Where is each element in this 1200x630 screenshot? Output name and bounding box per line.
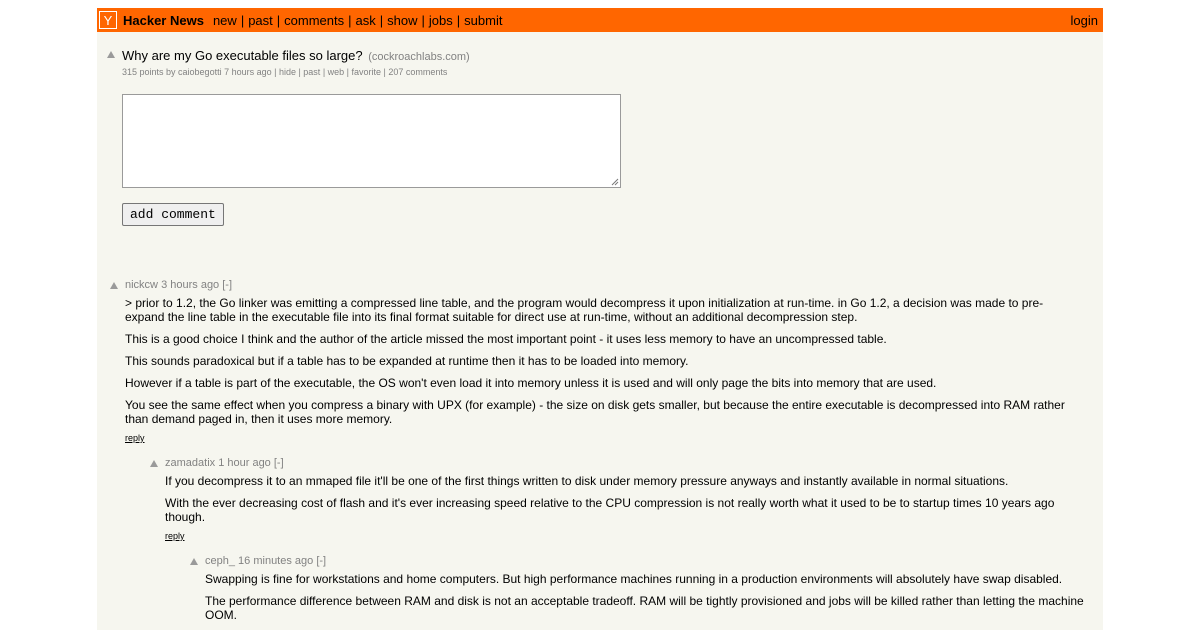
nav-new[interactable]: new [212,12,237,28]
nav-ask[interactable]: ask [355,12,376,28]
comment-body [165,474,1080,532]
add-comment-button[interactable]: add comment [122,203,224,226]
upvote-arrow-icon[interactable] [190,558,198,565]
comment-paragraph: You see the same effect when you compress a binary with UPX (for example) - the size on disk gets smaller, but because the entire executable is decompressed into RAM rather than demand paged in, then it uses more memory. [125,398,1065,426]
nav-past[interactable]: past [248,12,273,28]
main-nav [213,13,503,28]
nav-separator: | [456,12,461,28]
collapse-toggle[interactable]: [-] [222,279,233,291]
collapse-toggle[interactable]: [-] [316,555,327,567]
upvote-arrow-icon[interactable] [110,282,118,289]
comment-paragraph: If you decompress it to an mmaped file it'll be one of the first things written to disk under memory pressure anyways and instantly available in normal situations. [165,474,1009,488]
comment-user[interactable]: ceph_ [205,555,235,567]
story-title-link[interactable]: Why are my Go executable files so large? [122,48,363,63]
comment-paragraph: However if a table is part of the executable, the OS won't even load it into memory unless it is used and will only page the bits into memory that are used. [125,376,937,390]
comment-age[interactable]: 1 hour ago [218,457,271,469]
comment-paragraph: The performance difference between RAM and disk is not an acceptable tradeoff. RAM will be tightly provisioned and jobs will be killed rather than letting the machine OOM. [205,594,1084,622]
nav-jobs[interactable]: jobs [428,12,453,28]
nav-comments[interactable]: comments [284,12,345,28]
comment-paragraph: With the ever decreasing cost of flash and it's ever increasing speed relative to the CPU compression is not really worth what it used to be to startup times 10 years ago though. [165,496,1055,524]
story-domain[interactable]: (cockroachlabs.com) [368,51,470,63]
nav-submit[interactable]: submit [464,12,503,28]
nav-separator: | [348,12,352,28]
comment-header [205,555,326,567]
nav-separator: | [421,12,425,28]
comment-paragraph: Swapping is fine for workstations and home computers. But high performance machines running in a production environments will absolutely have swap disabled. [205,572,1063,586]
story-subtext: 315 points by caiobegotti 7 hours ago | hide | past | web | favorite | 207 comments [122,67,448,77]
upvote-arrow-icon[interactable] [150,460,158,467]
site-title[interactable]: Hacker News [123,12,204,28]
comment-body [125,296,1080,434]
comment-textarea[interactable] [122,94,621,188]
upvote-arrow-icon[interactable] [107,51,115,58]
comment-paragraph: > prior to 1.2, the Go linker was emitting a compressed line table, and the program would decompress it upon initialization at run-time. in Go 1.2, a decision was made to pre-expand the line table in the executable file into its final format suitable for direct use at run-time, without an additional decompression step. [125,296,1044,324]
comment-paragraph: This is a good choice I think and the author of the article missed the most important point - it uses less memory to have an uncompressed table. [125,332,887,346]
comment-paragraph: This sounds paradoxical but if a table has to be expanded at runtime then it has to be loaded into memory. [125,354,689,368]
comment-header [125,279,232,291]
nav-separator: | [240,12,245,28]
comment-header [165,457,284,469]
page-container [97,8,1103,630]
nav-separator: | [379,12,384,28]
login-link[interactable]: login [1070,12,1098,28]
resize-handle-icon[interactable] [611,178,619,186]
reply-link[interactable]: reply [165,531,185,541]
comment-user[interactable]: zamadatix [165,457,216,469]
comment-body [205,572,1090,630]
top-bar [97,8,1103,32]
y-logo-icon[interactable]: Y [99,11,117,29]
comment-age[interactable]: 3 hours ago [161,279,220,291]
collapse-toggle[interactable]: [-] [273,457,284,469]
comment-user[interactable]: nickcw [125,279,159,291]
nav-show[interactable]: show [387,12,418,28]
reply-link[interactable]: reply [125,433,145,443]
story-title-line [122,48,470,63]
comment-age[interactable]: 16 minutes ago [238,555,314,567]
nav-separator: | [276,12,281,28]
